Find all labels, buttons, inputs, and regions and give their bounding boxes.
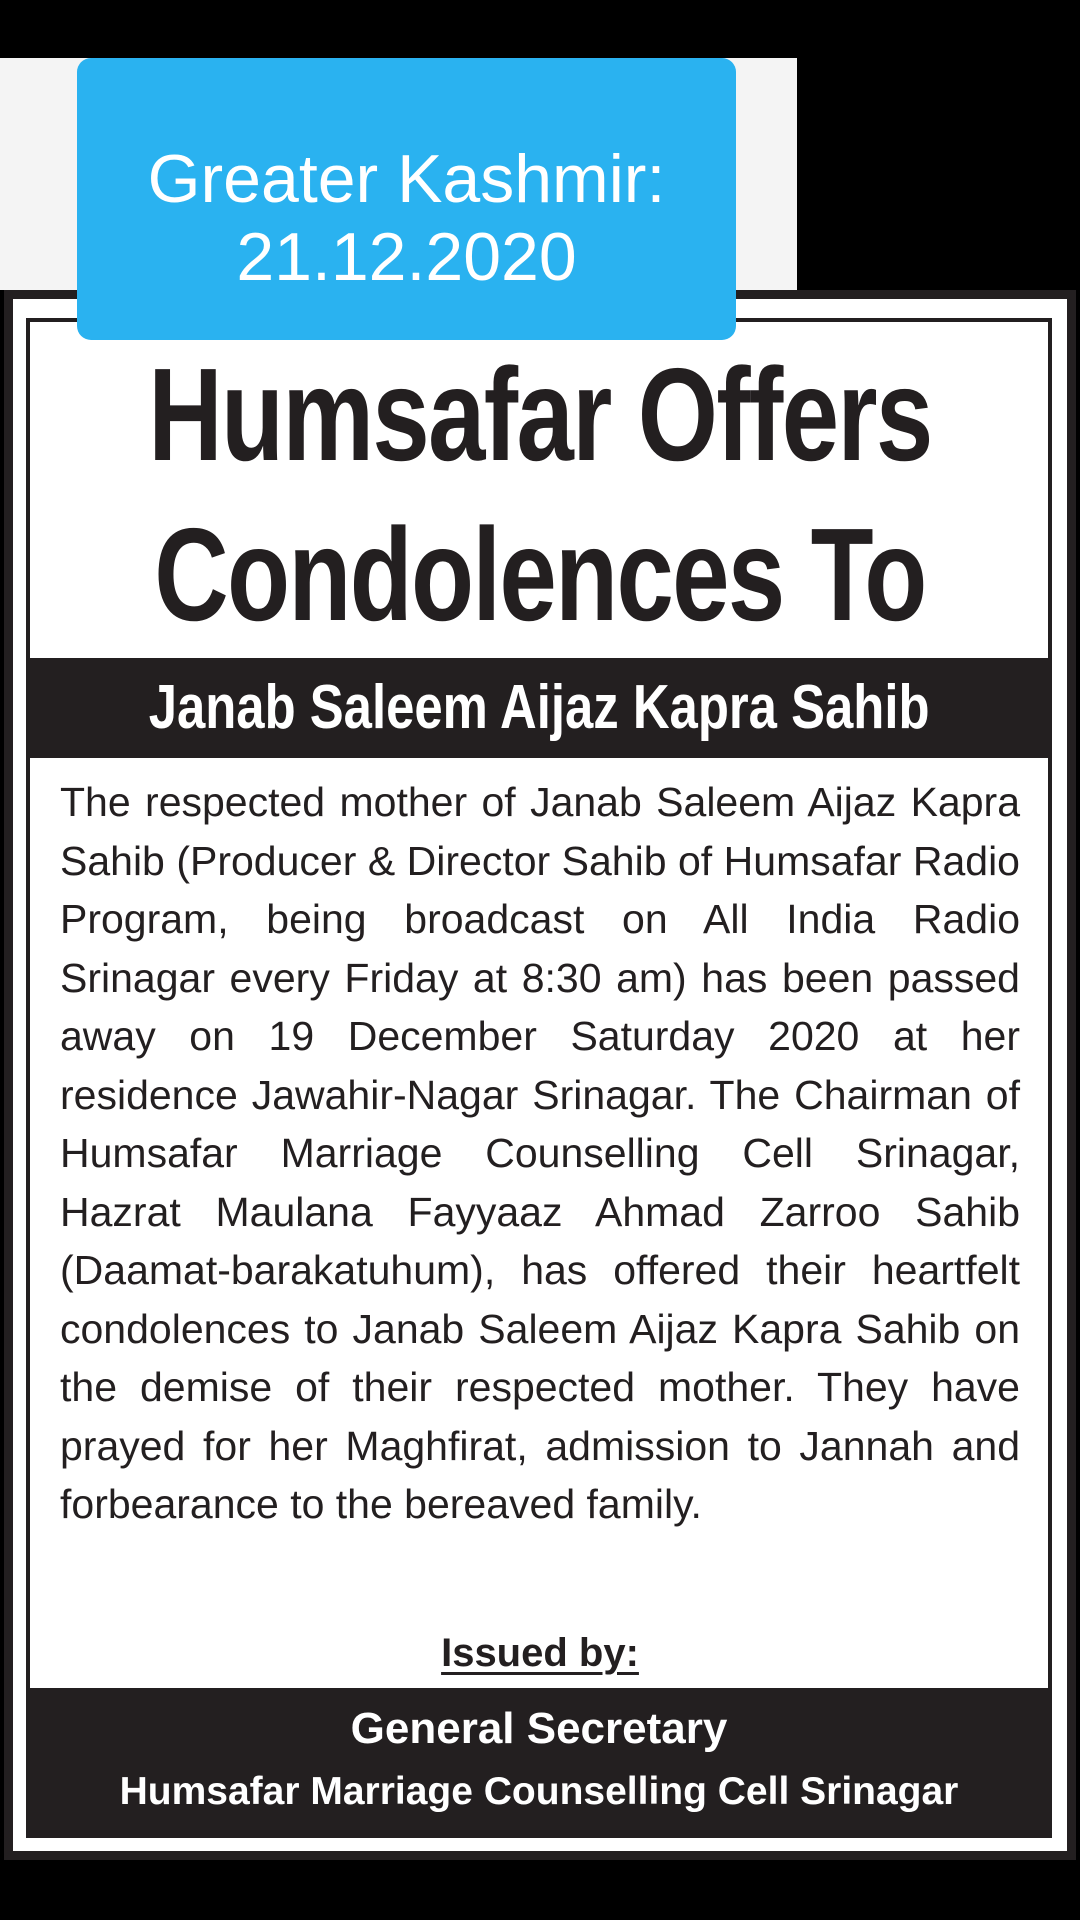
headline bbox=[142, 335, 938, 655]
footer-title: General Secretary bbox=[350, 1704, 728, 1753]
issued-by-label bbox=[30, 1625, 1050, 1681]
name-banner-text: Janab Saleem Aijaz Kapra Sahib bbox=[148, 673, 930, 742]
headline-line-1: Humsafar Offers bbox=[148, 341, 932, 488]
footer-organization: Humsafar Marriage Counselling Cell Srinagar bbox=[119, 1770, 959, 1813]
source-date-badge bbox=[77, 58, 736, 340]
name-banner bbox=[30, 658, 1048, 758]
footer-banner bbox=[30, 1688, 1048, 1834]
issued-by-text: Issued by: bbox=[441, 1631, 639, 1675]
badge-source: Greater Kashmir: bbox=[147, 141, 666, 217]
badge-date: 21.12.2020 bbox=[236, 219, 577, 295]
headline-line-2: Condolences To bbox=[154, 501, 926, 648]
condolence-body: The respected mother of Janab Saleem Aijaz Kapra Sahib (Producer & Director Sahib of Humsafar Radio Program, being broadcast on All India Radio Srinagar every Friday at 8:30 am) has been passed away on 19 December Saturday 2020 at her residence Jawahir-Nagar Srinagar. The Chairman of Humsafar Marriage Counselling Cell Srinagar, Hazrat Maulana Fayyaaz Ahmad Zarroo Sahib (Daamat-barakatuhum), has offered their heartfelt condolences to Janab Saleem Aijaz Kapra Sahib on the demise of their respected mother. They have prayed for her Maghfirat, admission to Jannah and forbearance to the bereaved family. bbox=[60, 779, 1020, 1527]
